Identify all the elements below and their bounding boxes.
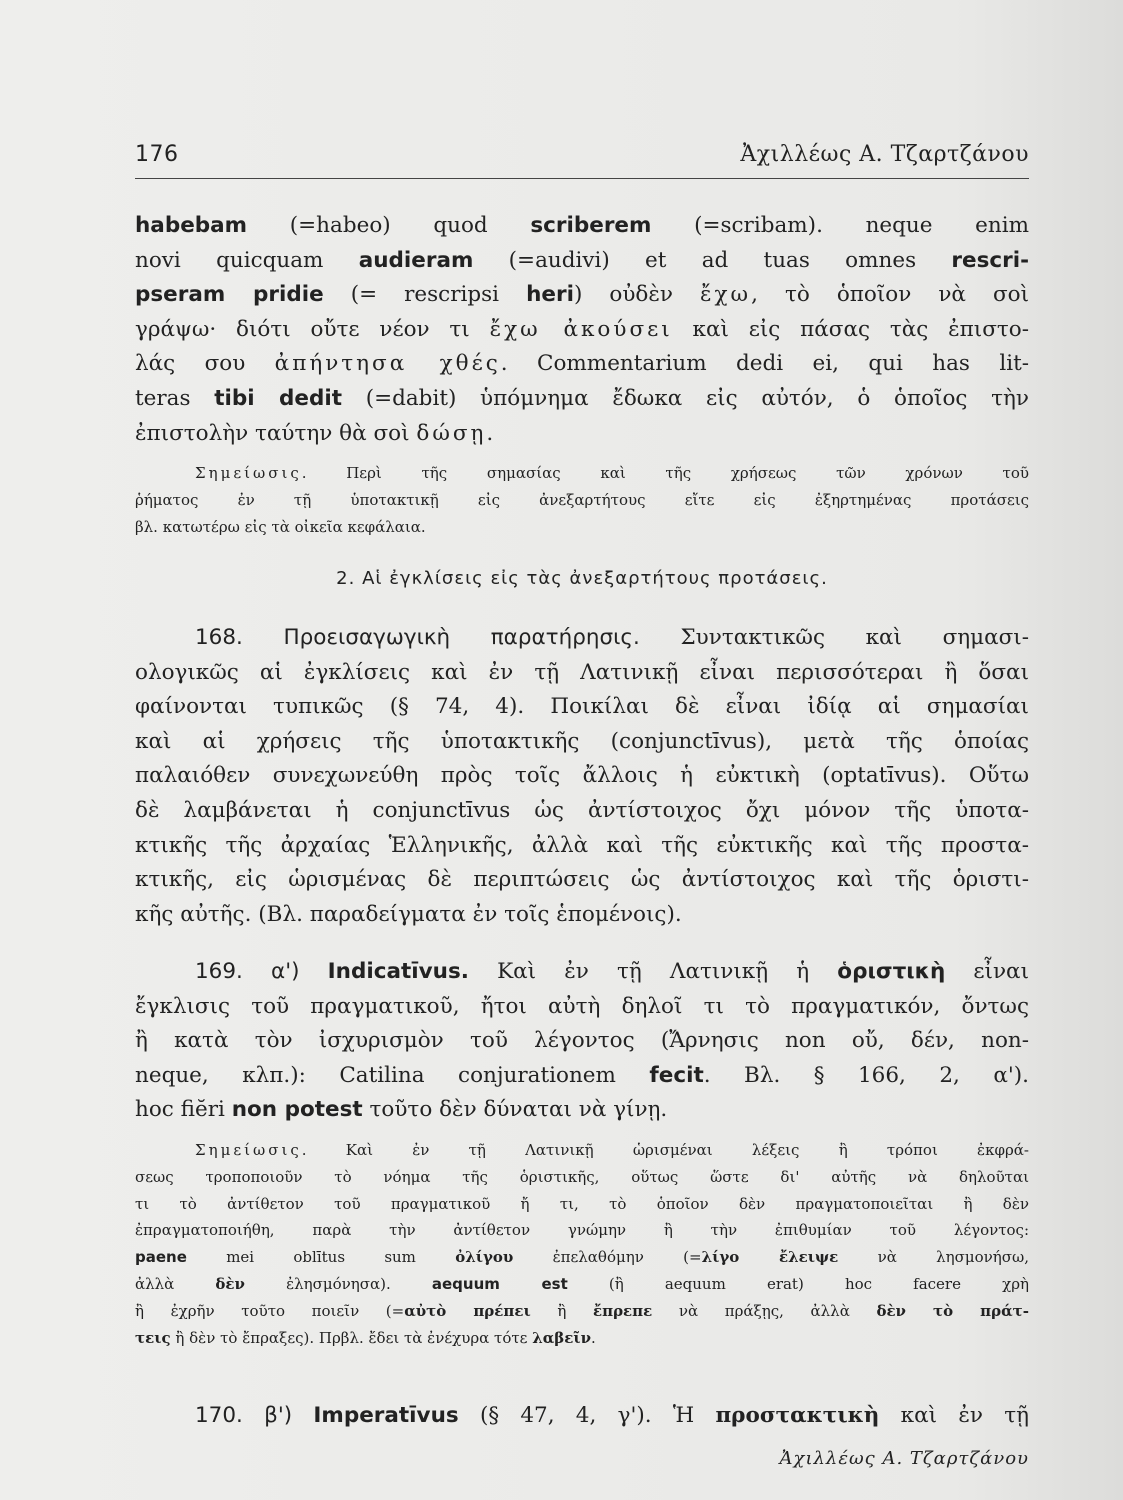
text-line: τεις ἢ δὲν τὸ ἔπραξες). Πρβλ. ἔδει τὰ ἐνέχυρα τότε λαβεῖν. (135, 1328, 596, 1347)
text-line: τι τὸ ἀντίθετον τοῦ πραγματικοῦ ἤ τι, τὸ ὁποῖον δὲν πραγματοποιεῖται ἢ δὲν (135, 1194, 1029, 1213)
header-rule (135, 178, 1029, 179)
text-line: ἔγκλισις τοῦ πραγματικοῦ, ἤτοι αὐτὴ δηλοῖ τι τὸ πραγματικόν, ὄντως (135, 993, 1029, 1019)
page-footer-signature: Ἀχιλλέως Α. Τζαρτζάνου (779, 1448, 1029, 1469)
text-line: 168. Προεισαγωγικὴ παρατήρησις. Συντακτικῶς καὶ σημασι- (195, 625, 1029, 650)
text-line: καὶ αἱ χρήσεις τῆς ὑποτακτικῆς (conjunctīvus), μετὰ τῆς ὁποίας (135, 728, 1029, 754)
text-line: σεως τροποποιοῦν τὸ νόημα τῆς ὁριστικῆς, οὕτως ὥστε δι' αὐτῆς νὰ δηλοῦται (135, 1167, 1029, 1186)
text-line: φαίνονται τυπικῶς (§ 74, 4). Ποικίλαι δὲ εἶναι ἰδίᾳ αἱ σημασίαι (135, 694, 1029, 720)
text-line: κῆς αὐτῆς. (Βλ. παραδείγματα ἐν τοῖς ἑπομένοις). (135, 901, 682, 927)
intro-paragraph (135, 209, 1029, 451)
text-line: γράψω· διότι οὔτε νέον τι ἔχω ἀκούσει καὶ εἰς πάσας τὰς ἐπιστο- (135, 316, 1029, 342)
text-line: 170. β') Imperatīvus (§ 47, 4, γ'). Ἡ προστακτικὴ καὶ ἐν τῇ (195, 1403, 1029, 1428)
text-line: παλαιόθεν συνεχωνεύθη πρὸς τοῖς ἄλλοις ἡ εὐκτικὴ (optatīvus). Οὕτω (135, 763, 1029, 789)
note-block (135, 460, 1029, 540)
text-line: neque, κλπ.): Catilina conjurationem fecit. Βλ. § 166, 2, α'). (135, 1062, 1029, 1088)
text-line: pseram pridie (= rescripsi heri) οὐδὲν ἔχω, τὸ ὁποῖον νὰ σοὶ (135, 282, 1029, 308)
section-169 (135, 955, 1029, 1128)
text-line: teras tibi dedit (=dabit) ὑπόμνημα ἔδωκα εἰς αὐτόν, ὁ ὁποῖος τὴν (135, 385, 1029, 411)
text-line: ολογικῶς αἱ ἐγκλίσεις καὶ ἐν τῇ Λατινικῇ εἶναι περισσότεραι ἢ ὅσαι (135, 659, 1029, 685)
text-line: κτικῆς τῆς ἀρχαίας Ἑλληνικῆς, ἀλλὰ καὶ τῆς εὐκτικῆς καὶ τῆς προστα- (135, 832, 1029, 858)
section-subheading: 2. Αἱ ἐγκλίσεις εἰς τὰς ἀνεξαρτήτους προτάσεις. (336, 568, 828, 589)
text-line: hoc fiĕri non potest τοῦτο δὲν δύναται νὰ γίνῃ. (135, 1097, 668, 1123)
running-head: Ἀχιλλέως Α. Τζαρτζάνου (740, 142, 1029, 167)
text-line: ἐπραγματοποιήθη, παρὰ τὴν ἀντίθετον γνώμην ἢ τὴν ἐπιθυμίαν τοῦ λέγοντος: (135, 1221, 1029, 1240)
note-block (135, 1137, 1029, 1351)
text-line: ἢ ἐχρῆν τοῦτο ποιεῖν (=αὐτὸ πρέπει ἢ ἔπρεπε νὰ πράξῃς, ἀλλὰ δὲν τὸ πράτ- (135, 1301, 1029, 1320)
text-line: ἀλλὰ δὲν ἐλησμόνησα). aequum est (ἢ aequum erat) hoc facere χρὴ (135, 1274, 1029, 1293)
text-line: Σημείωσις. Καὶ ἐν τῇ Λατινικῇ ὡρισμέναι λέξεις ἢ τρόποι ἐκφρά- (195, 1141, 1029, 1159)
text-line: ἢ κατὰ τὸν ἰσχυρισμὸν τοῦ λέγοντος (Ἄρνησις non οὔ, δέν, non- (135, 1028, 1029, 1054)
text-line: ἐπιστολὴν ταύτην θὰ σοὶ δώσῃ. (135, 420, 494, 446)
text-line: δὲ λαμβάνεται ἡ conjunctīvus ὡς ἀντίστοιχος ὄχι μόνον τῆς ὑποτα- (135, 797, 1029, 823)
text-line: βλ. κατωτέρω εἰς τὰ οἰκεῖα κεφάλαια. (135, 517, 426, 536)
page-number: 176 (135, 142, 179, 167)
section-168 (135, 621, 1029, 932)
text-line: paene mei oblītus sum ὀλίγου ἐπελαθόμην (=λίγο ἔλειψε νὰ λησμονήσω, (135, 1248, 1029, 1267)
text-line: Σημείωσις. Περὶ τῆς σημασίας καὶ τῆς χρήσεως τῶν χρόνων τοῦ (195, 464, 1029, 482)
text-line: novi quicquam audieram (=audivi) et ad tuas omnes rescri- (135, 247, 1029, 273)
text-line: ῥήματος ἐν τῇ ὑποτακτικῇ εἰς ἀνεξαρτήτους εἴτε εἰς ἐξηρτημένας προτάσεις (135, 490, 1029, 509)
text-line: κτικῆς, εἰς ὡρισμένας δὲ περιπτώσεις ὡς ἀντίστοιχος καὶ τῆς ὁριστι- (135, 867, 1029, 893)
text-line: λάς σου ἀπήντησα χθές. Commentarium dedi ei, qui has lit- (135, 351, 1029, 377)
text-line: 169. α') Indicatīvus. Καὶ ἐν τῇ Λατινικῇ ἡ ὁριστικὴ εἶναι (195, 959, 1029, 984)
section-170 (135, 1399, 1029, 1434)
page-header (135, 142, 1029, 176)
text-line: habebam (=habeo) quod scriberem (=scribam). neque enim (135, 213, 1029, 238)
